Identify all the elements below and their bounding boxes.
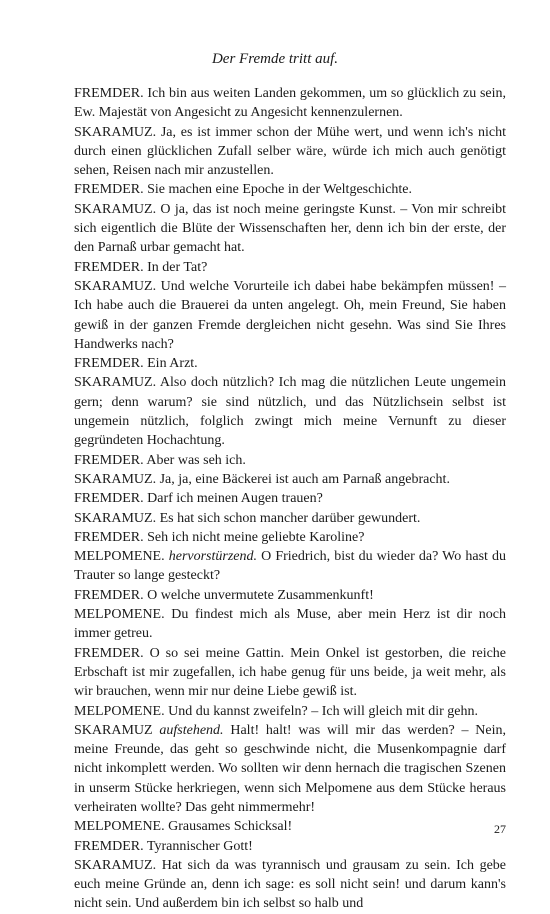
spoken-text: Seh ich nicht meine geliebte Karoline? [147, 529, 365, 545]
dialogue-line [74, 817, 506, 836]
spoken-text: Es hat sich schon mancher darüber gewundert. [159, 510, 421, 526]
dialogue-line [74, 644, 506, 702]
dialogue-line [74, 84, 506, 123]
spoken-text: Ich bin aus weiten Landen gekommen, um so glücklich zu sein, Ew. Majestät von Angesicht zu Angesicht kennenzulernen. [74, 86, 506, 121]
speaker-name: FREMDER. [74, 645, 144, 661]
spoken-text: Und du kannst zweifeln? – Ich will gleich mit dir gehn. [168, 703, 478, 719]
speaker-name: MELPOMENE. [74, 607, 165, 623]
speaker-name: FREMDER. [74, 491, 144, 507]
spoken-text: Ja, es ist immer schon der Mühe wert, und wenn ich's nicht durch einen glücklichen Zufall selber wäre, würde ich mich auch genötigt sehen, Reisen nach mir anzustellen. [74, 124, 506, 179]
spoken-text: O ja, das ist noch meine geringste Kunst. – Von mir schreibt sich eigentlich die Blüte der Wissenschaften her, denn ich bin der erste, der den Parnaß urbar gemacht hat. [74, 201, 507, 256]
spoken-text: O welche unvermutete Zusammenkunft! [147, 587, 374, 603]
spoken-text: Grausames Schicksal! [168, 819, 293, 835]
speaker-name: SKARAMUZ. [74, 201, 157, 217]
stage-direction: hervorstürzend. [168, 549, 258, 565]
dialogue-text [74, 84, 506, 914]
speaker-name: MELPOMENE. [74, 549, 165, 565]
dialogue-line [74, 856, 506, 914]
dialogue-line [74, 354, 506, 373]
speaker-name: FREMDER. [74, 356, 144, 372]
dialogue-line [74, 451, 506, 470]
spoken-text: O so sei meine Gattin. Mein Onkel ist gestorben, die reiche Erbschaft ist mir zugefallen, ich habe genug für uns beide, ja weit mehr, als wir brauchen, wenn mir nur deine Liebe gewiß ist. [74, 645, 507, 700]
dialogue-line [74, 586, 506, 605]
spoken-text: Ein Arzt. [147, 356, 198, 372]
speaker-name: FREMDER. [74, 86, 144, 101]
speaker-name: SKARAMUZ. [74, 375, 157, 391]
dialogue-line [74, 509, 506, 528]
dialogue-line [74, 373, 506, 450]
dialogue-line [74, 702, 506, 721]
page-number: 27 [494, 822, 506, 836]
speaker-name: SKARAMUZ. [74, 510, 157, 526]
scene-heading: Der Fremde tritt auf. [211, 51, 339, 67]
dialogue-line [74, 547, 506, 586]
dialogue-line [74, 258, 506, 277]
spoken-text: Sie machen eine Epoche in der Weltgeschichte. [147, 182, 413, 198]
stage-direction: aufstehend. [159, 722, 224, 738]
speaker-name: MELPOMENE. [74, 819, 165, 835]
spoken-text: Du findest mich als Muse, aber mein Herz ist dir noch immer getreu. [74, 607, 507, 642]
speaker-name: FREMDER. [74, 259, 144, 275]
dialogue-line [74, 470, 506, 489]
spoken-text: Tyrannischer Gott! [146, 838, 253, 854]
speaker-name: FREMDER. [74, 587, 144, 603]
dialogue-line [74, 277, 506, 354]
dialogue-line [74, 605, 506, 644]
speaker-name: SKARAMUZ. [74, 857, 157, 873]
spoken-text: Aber was seh ich. [146, 452, 246, 468]
spoken-text: Hat sich da was tyrannisch und grausam zu sein. Ich gebe euch meine Gründe an, denn ich sage: es soll nicht sein! und darum kann's nicht sein. Und außerdem bin ich selbst so halb und [74, 857, 506, 912]
speaker-name: SKARAMUZ. [74, 278, 157, 294]
speaker-name: FREMDER. [74, 529, 144, 545]
dialogue-line [74, 180, 506, 199]
spoken-text: O Friedrich, bist du wieder da? Wo hast du Trauter so lange gesteckt? [74, 549, 507, 584]
speaker-name: SKARAMUZ. [74, 124, 157, 140]
spoken-text: Darf ich meinen Augen trauen? [147, 491, 323, 507]
speaker-name: FREMDER. [74, 182, 144, 198]
spoken-text: Ja, ja, eine Bäckerei ist auch am Parnaß angebracht. [159, 471, 450, 487]
speaker-name: FREMDER. [74, 452, 144, 468]
speaker-name: SKARAMUZ [74, 722, 153, 738]
dialogue-line [74, 123, 506, 181]
speaker-name: SKARAMUZ. [74, 471, 157, 487]
dialogue-line [74, 489, 506, 508]
dialogue-line [74, 200, 506, 258]
spoken-text: Und welche Vorurteile ich dabei habe bekämpfen müssen! – Ich habe auch die Brauerei da unten angelegt. Oh, mein Freund, Sie haben gewiß in der ganzen Fremde dergleichen nicht gesehn. Was sind Sie Ihres Handwerks nach? [74, 278, 507, 352]
dialogue-line [74, 837, 506, 856]
dialogue-line [74, 528, 506, 547]
spoken-text: Halt! halt! was will mir das werden? – Nein, meine Freunde, das geht so geschwinde nicht, die Musenkompagnie darf nicht inkomplett werden. Wo sollten wir denn hernach die tragischen Szenen in unserm Stücke herkriegen, wenn sich Melpomene aus dem Stücke heraus verheiraten wollte? Das geht nimmermehr! [74, 722, 507, 815]
spoken-text: Also doch nützlich? Ich mag die nützlichen Leute ungemein gern; denn warum? sie sind nützlich, und das Nützlichsein selbst ist ungemein nützlich, folglich zwingt mich meine Vernunft zu dieser gegründeten Hochachtung. [74, 375, 506, 449]
speaker-name: MELPOMENE. [74, 703, 165, 719]
dialogue-line [74, 721, 506, 817]
spoken-text: In der Tat? [147, 259, 208, 275]
speaker-name: FREMDER. [74, 838, 144, 854]
